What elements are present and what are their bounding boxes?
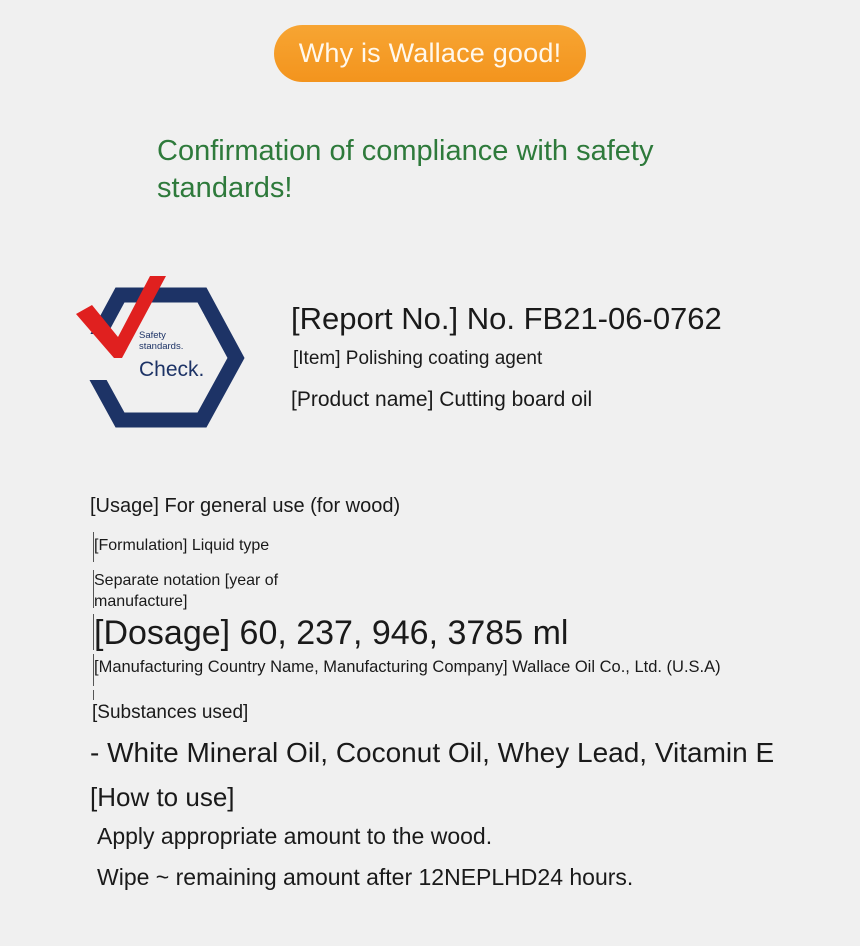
dosage-line: [Dosage] 60, 237, 946, 3785 ml	[94, 614, 569, 652]
safety-check-badge	[74, 272, 254, 428]
badge-small-line-1: Safety	[139, 330, 166, 341]
headline-line-1: Confirmation of compliance with safety	[157, 135, 654, 167]
badge-small-text	[139, 330, 183, 352]
why-wallace-good-button[interactable]: Why is Wallace good!	[274, 25, 586, 82]
product-name-line: [Product name] Cutting board oil	[291, 388, 593, 411]
report-number: [Report No.] No. FB21-06-0762	[291, 301, 722, 336]
manufacturer-line: [Manufacturing Country Name, Manufacturing Company] Wallace Oil Co., Ltd. (U.S.A)	[94, 658, 721, 676]
usage-step-1: Apply appropriate amount to the wood.	[97, 823, 493, 849]
how-to-use-label: [How to use]	[90, 782, 235, 812]
substances-label: [Substances used]	[92, 702, 249, 723]
substances-list: - White Mineral Oil, Coconut Oil, Whey Lead, Vitamin E	[90, 737, 775, 768]
badge-check-label: Check.	[139, 358, 205, 381]
headline-line-2: standards!	[157, 172, 293, 204]
text-cursor-divider	[93, 690, 94, 700]
item-line: [Item] Polishing coating agent	[293, 348, 543, 369]
badge-small-line-2: standards.	[139, 341, 184, 352]
usage-line: [Usage] For general use (for wood)	[90, 495, 401, 517]
safety-compliance-headline	[157, 133, 717, 207]
separate-notation-line: Separate notation [year of manufacture]	[94, 572, 279, 610]
usage-step-2: Wipe ~ remaining amount after 12NEPLHD24 hours.	[97, 864, 634, 890]
formulation-line: [Formulation] Liquid type	[94, 537, 270, 554]
